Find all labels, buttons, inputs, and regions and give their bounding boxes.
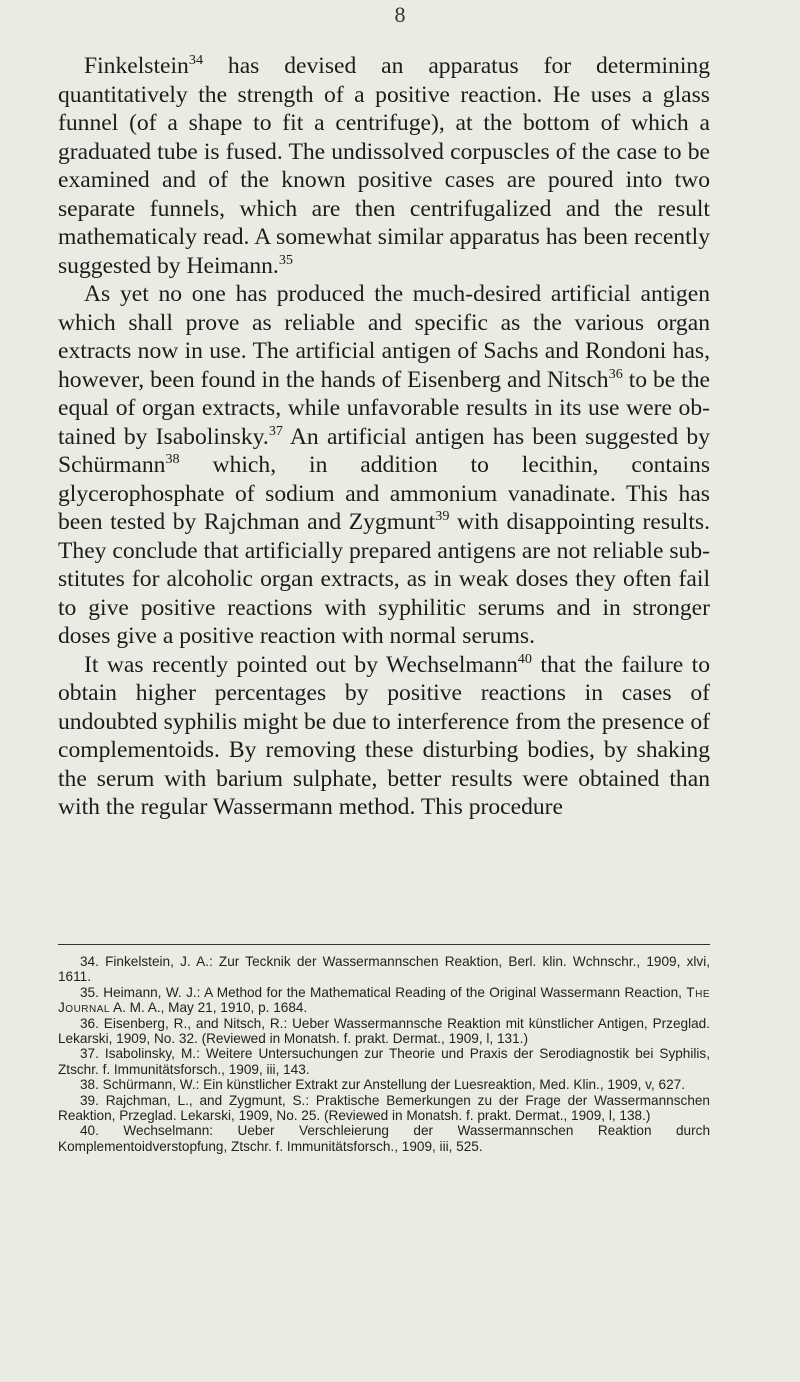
text-run: 34. Finkelstein, J. A.: Zur Tecknik der Wassermannschen Reaktion, Berl. klin. Wchnschr., 1909, xlvi, 1611.: [58, 954, 710, 985]
footnote: [58, 1123, 710, 1154]
body-text: [58, 52, 710, 822]
text-run: It was recently pointed out by Wechselmann: [84, 651, 518, 678]
footnote: [58, 1016, 710, 1047]
journal-name: The Journal: [58, 984, 710, 1016]
text-run: which, in addition to lecithin, contains glycerophosphate of sodium and ammonium vanadinate. This has been tested by Rajchman and Zygmunt: [58, 452, 710, 535]
text-run: 36. Eisenberg, R., and Nitsch, R.: Ueber Wassermannsche Reaktion mit künstlicher Antigen, Przeglad. Lekarski, 1909, No. 32. (Reviewed in Monatsh. f. prakt. Dermat., 1909, l, 131.): [58, 1015, 710, 1047]
footnote-divider: [58, 944, 710, 945]
footnotes: [58, 954, 710, 1154]
text-run: 38. Schürmann, W.: Ein künstlicher Extrakt zur Anstellung der Luesreaktion, Med. Klin., 1909, v, 627.: [80, 1077, 685, 1093]
paragraph: [58, 280, 710, 651]
text-run: A. M. A., May 21, 1910, p. 1684.: [109, 1000, 308, 1016]
footnote-ref: 37: [268, 422, 283, 439]
footnote: [58, 1077, 710, 1092]
paragraph: [58, 52, 710, 280]
text-run: 40. Wechselmann: Ueber Verschleierung der Wassermannschen Reaktion durch Komplementoidverstopfung, Ztschr. f. Immunitätsforsch., 1909, iii, 525.: [58, 1123, 710, 1154]
footnote-ref: 39: [435, 508, 450, 525]
footnote: [58, 985, 710, 1016]
text-run: 39. Rajchman, L., and Zygmunt, S.: Praktische Bemerkungen zu der Frage der Wassermannschen Reaktion, Przeglad. Lekarski, 1909, No. 25. (Reviewed in Monatsh. f. prakt. Dermat., 1909, l, 138.): [58, 1092, 710, 1124]
text-run: 35. Heimann, W. J.: A Method for the Mathematical Reading of the Original Wassermann Reaction,: [80, 984, 687, 1000]
footnote-ref: 35: [278, 251, 293, 268]
footnote: [58, 954, 710, 985]
text-run: As yet no one has produced the much-desired artificial antigen which shall prove as reliable and specific as the various organ extracts now in use. The artificial antigen of Sachs and Rondoni has, however, been found in the hands of Eisenberg and Nitsch: [58, 281, 710, 393]
text-run: with disappointing results. They conclude that artificially prepared antigens are not reliable substitutes for alcoholic organ extracts, as in weak doses they often fail to give positive reactions with syphilitic serums and in stronger doses give a positive reaction with normal serums.: [58, 509, 710, 649]
footnote-ref: 36: [608, 365, 623, 382]
footnote: [58, 1046, 710, 1077]
footnote-ref: 38: [165, 451, 180, 468]
footnote: [58, 1093, 710, 1124]
text-run: has devised an apparatus for determining quantitatively the strength of a positive reaction. He uses a glass funnel (of a shape to fit a centrifuge), at the bottom of which a graduated tube is fused. The undissolved corpuscles of the case to be examined and of the known positive cases are poured into two separate funnels, which are then centrifugalized and the result mathematicaly read. A somewhat similar apparatus has been recently suggested by Heimann.: [58, 53, 710, 279]
text-run: that the failure to obtain higher percentages by positive reactions in cases of undoubted syphilis might be due to interference from the presence of complementoids. By removing these disturbing bodies, by shaking the serum with barium sulphate, better results were obtained than with the regular Wassermann method. This procedure: [58, 651, 710, 820]
text-run: to be the equal of organ extracts, while unfavorable results in its use were obtained by Isabolinsky.: [58, 366, 711, 450]
footnote-ref: 34: [188, 52, 204, 69]
text-run: Finkelstein: [84, 53, 189, 79]
paragraph: [58, 651, 710, 822]
text-run: An artificial antigen has been suggested by Schürmann: [58, 423, 710, 478]
footnote-ref: 40: [517, 650, 532, 667]
page-number: 8: [394, 2, 406, 27]
text-run: 37. Isabolinsky, M.: Weitere Untersuchungen zur Theorie und Praxis der Serodiagnostik bei Syphilis, Ztschr. f. Immunitätsforsch., 1909, iii, 143.: [58, 1046, 710, 1077]
